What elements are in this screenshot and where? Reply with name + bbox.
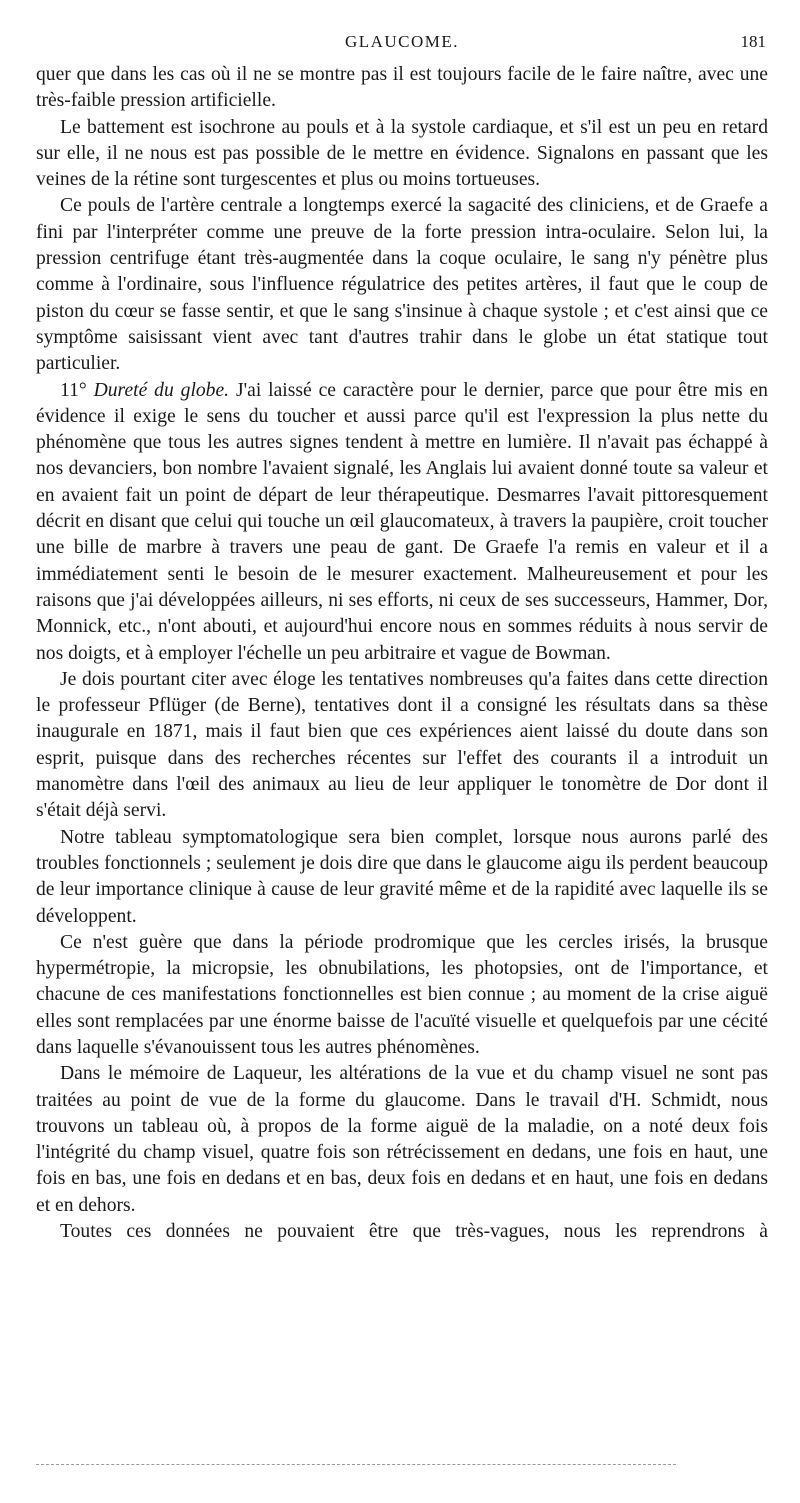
paragraph-9: Toutes ces données ne pouvaient être que très-vagues, nous les reprendrons à xyxy=(60,1221,768,1243)
paragraph-7: Ce n'est guère que dans la période prodromique que les cercles irisés, la brusque hypermétropie, la micropsie, les obnubilations, les photopsies, ont de l'importance, et chacune de ces manifestations fonctionnelles est bien connue ; au moment de la crise aiguë elles sont remplacées par une énorme baisse de l'acuïté visuelle et quelquefois par une cécité dans laquelle s'évanouissent tous les autres phénomènes. xyxy=(36,931,768,1058)
paragraph-2: Le battement est isochrone au pouls et à la systole cardiaque, et s'il est un peu en retard sur elle, il ne nous est pas possible de le mettre en évidence. Signalons en passant que les veines de la rétine sont turgescentes et plus ou moins tortueuses. xyxy=(36,116,768,191)
paragraph-1: quer que dans les cas où il ne se montre pas il est toujours facile de le faire naître, avec une très-faible pression artificielle. xyxy=(36,64,768,112)
running-title: GLAUCOME. xyxy=(344,32,460,51)
section-heading: Dureté du globe. xyxy=(93,379,230,401)
paragraph-4-text: J'ai laissé ce caractère pour le dernier, parce que pour être mis en évidence il exige le sens du toucher et aussi parce qu'il est l'expression la plus nette du phénomène que tous les autres signes tendent à mettre en lumière. Il n'avait pas échappé à nos devanciers, bon nombre l'avaient signalé, les Anglais lui avaient donné toute sa valeur et en avaient fait un point de départ de leur thérapeutique. Desmarres l'avait pittoresquement décrit en disant que celui qui touche un œil glaucomateux, à travers la paupière, croit toucher une bille de marbre à travers une peau de gant. De Graefe l'a remis en valeur et il a immédiatement senti le besoin de le mesurer exactement. Malheureusement et pour les raisons que j'ai développées ailleurs, ni ses efforts, ni ceux de ses successeurs, Hammer, Dor, Monnick, etc., n'ont abouti, et aujourd'hui encore nous en sommes réduits à nous servir de nos doigts, et à employer l'échelle un peu arbitraire et vague de Bowman. xyxy=(36,379,768,664)
section-number: 11° xyxy=(60,379,94,401)
body-text xyxy=(36,62,768,1245)
paragraph-6: Notre tableau symptomatologique sera bien complet, lorsque nous aurons parlé des troubles fonctionnels ; seulement je dois dire que dans le glaucome aigu ils perdent beaucoup de leur importance clinique à cause de leur gravité même et de la rapidité avec laquelle ils se développent. xyxy=(36,826,768,927)
page-header xyxy=(36,28,768,62)
paragraph-4 xyxy=(36,378,768,667)
book-page xyxy=(36,28,768,1245)
paragraph-3: Ce pouls de l'artère centrale a longtemps exercé la sagacité des cliniciens, et de Graefe a fini par l'interpréter comme une preuve de la forte pression intra-oculaire. Selon lui, la pression centrifuge étant très-augmentée dans la coque oculaire, le sang n'y pénètre plus comme à l'ordinaire, sous l'influence régulatrice des petites artères, il faut que le coup de piston du cœur se fasse sentir, et que le sang s'insinue à chaque systole ; et c'est ainsi que ce symptôme saisissant vient avec tant d'autres trahir dans le globe un état statique tout particulier. xyxy=(36,195,768,375)
paragraph-8: Dans le mémoire de Laqueur, les altérations de la vue et du champ visuel ne sont pas traitées au point de vue de la forme du glaucome. Dans le travail d'H. Schmidt, nous trouvons un tableau où, à propos de la forme aiguë de la maladie, on a noté deux fois l'intégrité du champ visuel, quatre fois son rétrécissement en dedans, une fois en haut, une fois en bas, une fois en dedans et en bas, deux fois en dedans et en haut, une fois en dedans et en dehors. xyxy=(36,1063,768,1216)
footer-rule xyxy=(36,1464,676,1465)
paragraph-5: Je dois pourtant citer avec éloge les tentatives nombreuses qu'a faites dans cette direction le professeur Pflüger (de Berne), tentatives dont il a consigné les résultats dans sa thèse inaugurale en 1871, mais il faut bien que ces expériences aient laissé du doute dans son esprit, puisque dans des recherches récentes sur l'effet des courants il a introduit un manomètre dans l'œil des animaux au lieu de leur appliquer le tonomètre de Dor dont il s'était déjà servi. xyxy=(36,668,768,822)
page-number: 181 xyxy=(740,32,766,51)
